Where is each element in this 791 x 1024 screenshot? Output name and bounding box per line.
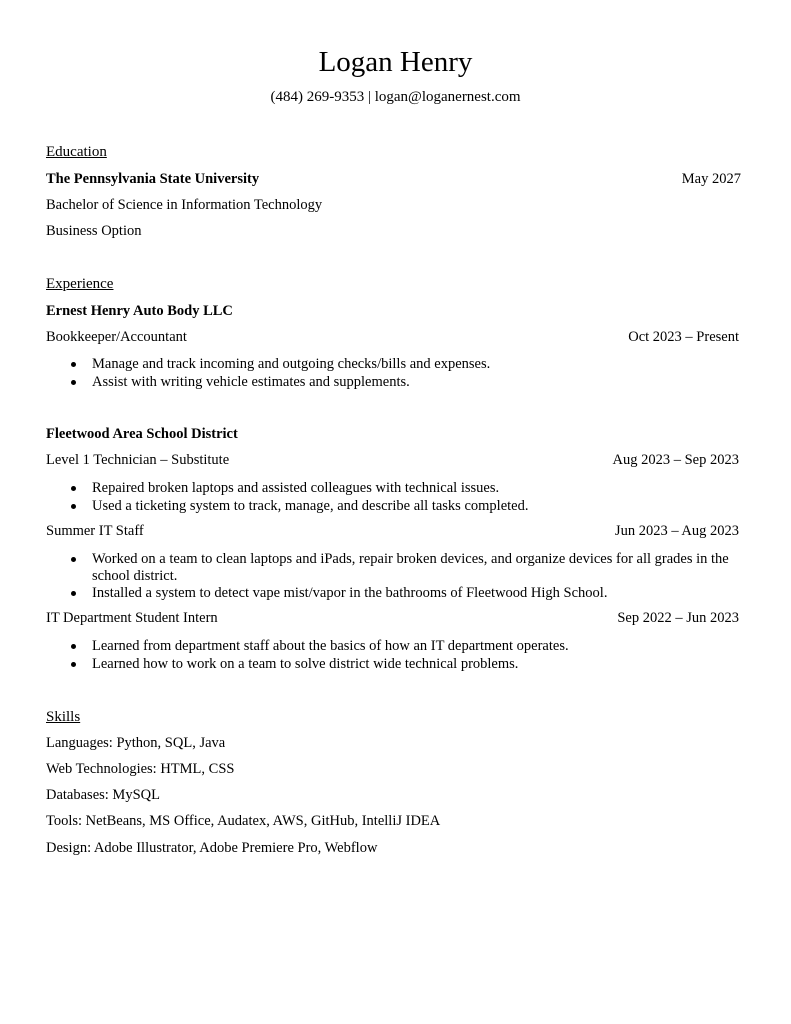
role-title: Bookkeeper/Accountant — [46, 329, 187, 345]
degree: Bachelor of Science in Information Technology — [46, 197, 323, 213]
company-name: Ernest Henry Auto Body LLC — [46, 303, 233, 319]
skill-databases: Databases: MySQL — [46, 787, 160, 803]
bullet-item: Assist with writing vehicle estimates and supplements. — [92, 374, 742, 391]
education-school-row — [46, 169, 739, 189]
option-row — [46, 221, 739, 241]
skill-row — [46, 838, 739, 858]
role-title: Summer IT Staff — [46, 523, 144, 539]
role-title: Level 1 Technician – Substitute — [46, 452, 230, 468]
degree-row — [46, 195, 739, 215]
bullet-item: Worked on a team to clean laptops and iPads, repair broken devices, and organize devices for all grades in the school district. — [92, 551, 742, 584]
skill-row — [46, 785, 739, 805]
role-row — [46, 327, 739, 347]
role-bullets — [92, 480, 742, 515]
skill-design: Design: Adobe Illustrator, Adobe Premiere Pro, Webflow — [46, 840, 378, 856]
skill-web: Web Technologies: HTML, CSS — [46, 761, 235, 777]
role-title: IT Department Student Intern — [46, 610, 218, 626]
skill-languages: Languages: Python, SQL, Java — [46, 735, 226, 751]
role-bullets — [92, 551, 742, 603]
company-row — [46, 301, 739, 321]
bullet-item: Learned from department staff about the basics of how an IT department operates. — [92, 638, 742, 655]
role-row — [46, 608, 739, 628]
education-heading: Education — [46, 144, 107, 160]
role-bullets — [92, 638, 742, 673]
bullet-item: Installed a system to detect vape mist/vapor in the bathrooms of Fleetwood High School. — [92, 585, 742, 602]
role-dates: Jun 2023 – Aug 2023 — [614, 523, 739, 539]
skill-row — [46, 733, 739, 753]
company-row — [46, 424, 739, 444]
role-dates: Sep 2022 – Jun 2023 — [617, 610, 739, 626]
bullet-item: Learned how to work on a team to solve district wide technical problems. — [92, 656, 742, 673]
role-bullets — [92, 356, 742, 391]
resume-name: Logan Henry — [318, 46, 473, 78]
education-section — [46, 142, 739, 162]
experience-section — [46, 274, 739, 294]
contact-info: (484) 269-9353 | logan@loganernest.com — [270, 89, 521, 105]
skills-section — [46, 707, 739, 727]
bullet-item: Used a ticketing system to track, manage, and describe all tasks completed. — [92, 498, 742, 515]
skill-tools: Tools: NetBeans, MS Office, Audatex, AWS, GitHub, IntelliJ IDEA — [46, 813, 441, 829]
role-dates: Oct 2023 – Present — [628, 329, 739, 345]
skill-row — [46, 811, 739, 831]
degree-option: Business Option — [46, 223, 142, 239]
experience-heading: Experience — [46, 276, 114, 292]
skills-heading: Skills — [46, 709, 81, 725]
bullet-item: Manage and track incoming and outgoing checks/bills and expenses. — [92, 356, 742, 373]
bullet-item: Repaired broken laptops and assisted colleagues with technical issues. — [92, 480, 742, 497]
graduation-date: May 2027 — [681, 171, 741, 187]
school-name: The Pennsylvania State University — [46, 171, 260, 187]
company-name: Fleetwood Area School District — [46, 426, 238, 442]
role-row — [46, 521, 739, 541]
skill-row — [46, 759, 739, 779]
role-dates: Aug 2023 – Sep 2023 — [612, 452, 739, 468]
role-row — [46, 450, 739, 470]
